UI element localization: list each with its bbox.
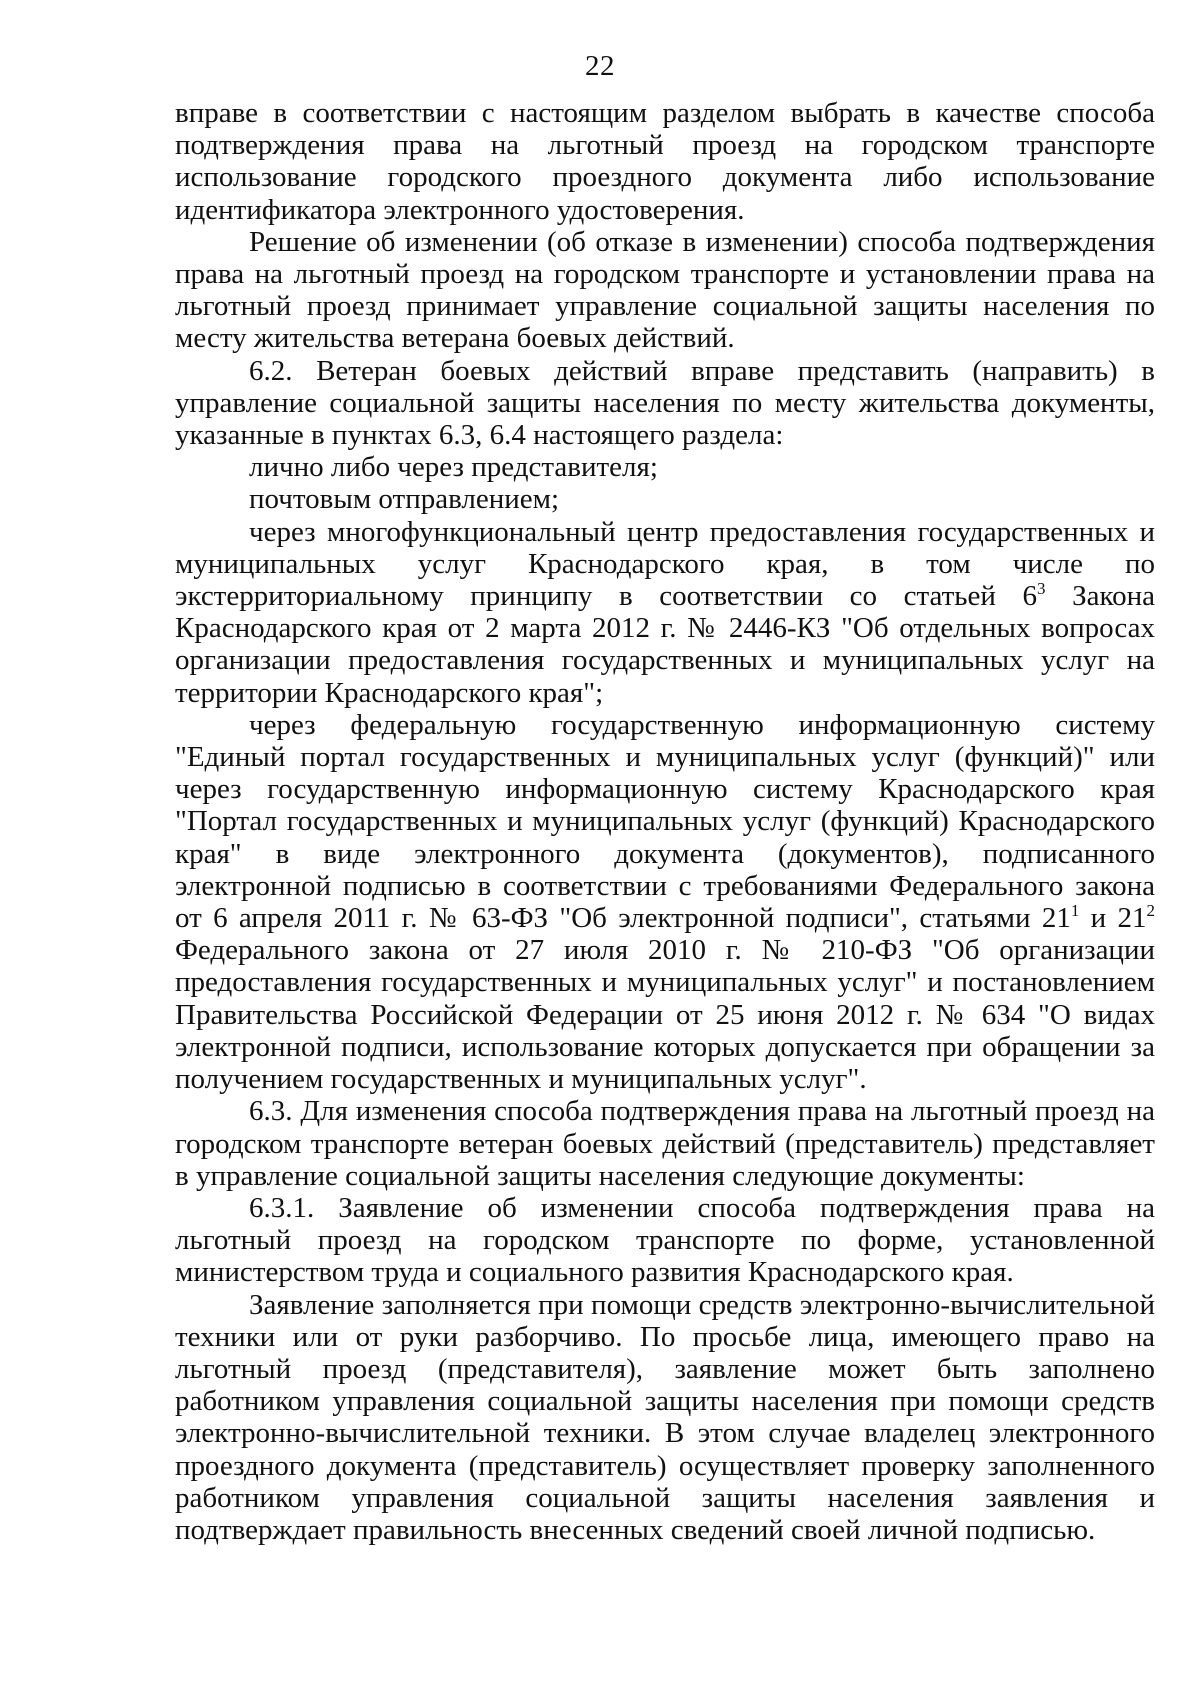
portal-text-part1: через федеральную государственную информационную систему "Единый портал государственных и муниципальных услуг (функций)" или через государственную информационную систему Краснодарского края "Портал государственных и муниципальных услуг (функций) Краснодарского края" в виде электронного документа (документов), подписанного электронной подписью в соответствии с требованиями Федерального закона от 6 апреля 2011 г. № 63-ФЗ "Об электронной подписи", статьями 21 (175, 708, 1155, 935)
list-item-by-post: почтовым отправлением; (249, 483, 560, 516)
portal-superscript-2: 2 (1146, 901, 1155, 921)
page-number: 22 (585, 50, 615, 82)
portal-text-part2: и 21 (1079, 902, 1147, 935)
document-body (175, 97, 1155, 1546)
paragraph-application-filling: Заявление заполняется при помощи средств электронно-вычислительной техники или от руки разборчиво. По просьбе лица, имеющего право на льготный проезд (представителя), заявление может быть заполнено работником управления социальной защиты населения при помощи средств электронно-вычислительной техники. В этом случае владелец электронного проездного документа (представитель) осуществляет проверку заполненного работником управления социальной защиты населения заявления и подтверждает правильность внесенных сведений своей личной подписью. (175, 1288, 1155, 1546)
mfc-text-after: Закона Краснодарского края от 2 марта 2012 г. № 2446-КЗ "Об отдельных вопросах организации предоставления государственных и муниципальных услуг на территории Краснодарского края"; (175, 580, 1155, 709)
list-item-in-person: лично либо через представителя; (249, 451, 658, 484)
portal-text-part3: Федерального закона от 27 июля 2010 г. № 210-ФЗ "Об организации предоставления государственных и муниципальных услуг" и постановлением Правительства Российской Федерации от 25 июня 2012 г. № 634 "О видах электронной подписи, использование которых допускается при обращении за получением государственных и муниципальных услуг". (175, 934, 1155, 1096)
portal-superscript-1: 1 (1070, 901, 1080, 921)
paragraph-6-3: 6.3. Для изменения способа подтверждения права на льготный проезд на городском транспорте ветеран боевых действий (представитель) представляет в управление социальной защиты населения следующие документы: (175, 1095, 1155, 1192)
paragraph-decision: Решение об изменении (об отказе в изменении) способа подтверждения права на льготный проезд на городском транспорте и установлении права на льготный проезд принимает управление социальной защиты населения по месту жительства ветерана боевых действий. (175, 225, 1155, 355)
list-item-mfc (175, 516, 1155, 709)
paragraph-6-3-1: 6.3.1. Заявление об изменении способа подтверждения права на льготный проезд на городском транспорте по форме, установленной министерством труда и социального развития Краснодарского края. (175, 1191, 1155, 1289)
mfc-text-before: через многофункциональный центр предоставления государственных и муниципальных услуг Краснодарского края, в том числе по экстерриториальному принципу в соответствии со статьей 6 (175, 515, 1155, 613)
paragraph-6-2: 6.2. Ветеран боевых действий вправе представить (направить) в управление социальной защиты населения по месту жительства документы, указанные в пунктах 6.3, 6.4 настоящего раздела: (175, 354, 1155, 452)
mfc-superscript: 3 (1037, 579, 1046, 599)
paragraph-continuation: вправе в соответствии с настоящим разделом выбрать в качестве способа подтверждения права на льготный проезд на городском транспорте использование городского проездного документа либо использование идентификатора электронного удостоверения. (175, 97, 1155, 226)
list-item-portal (175, 709, 1155, 1095)
